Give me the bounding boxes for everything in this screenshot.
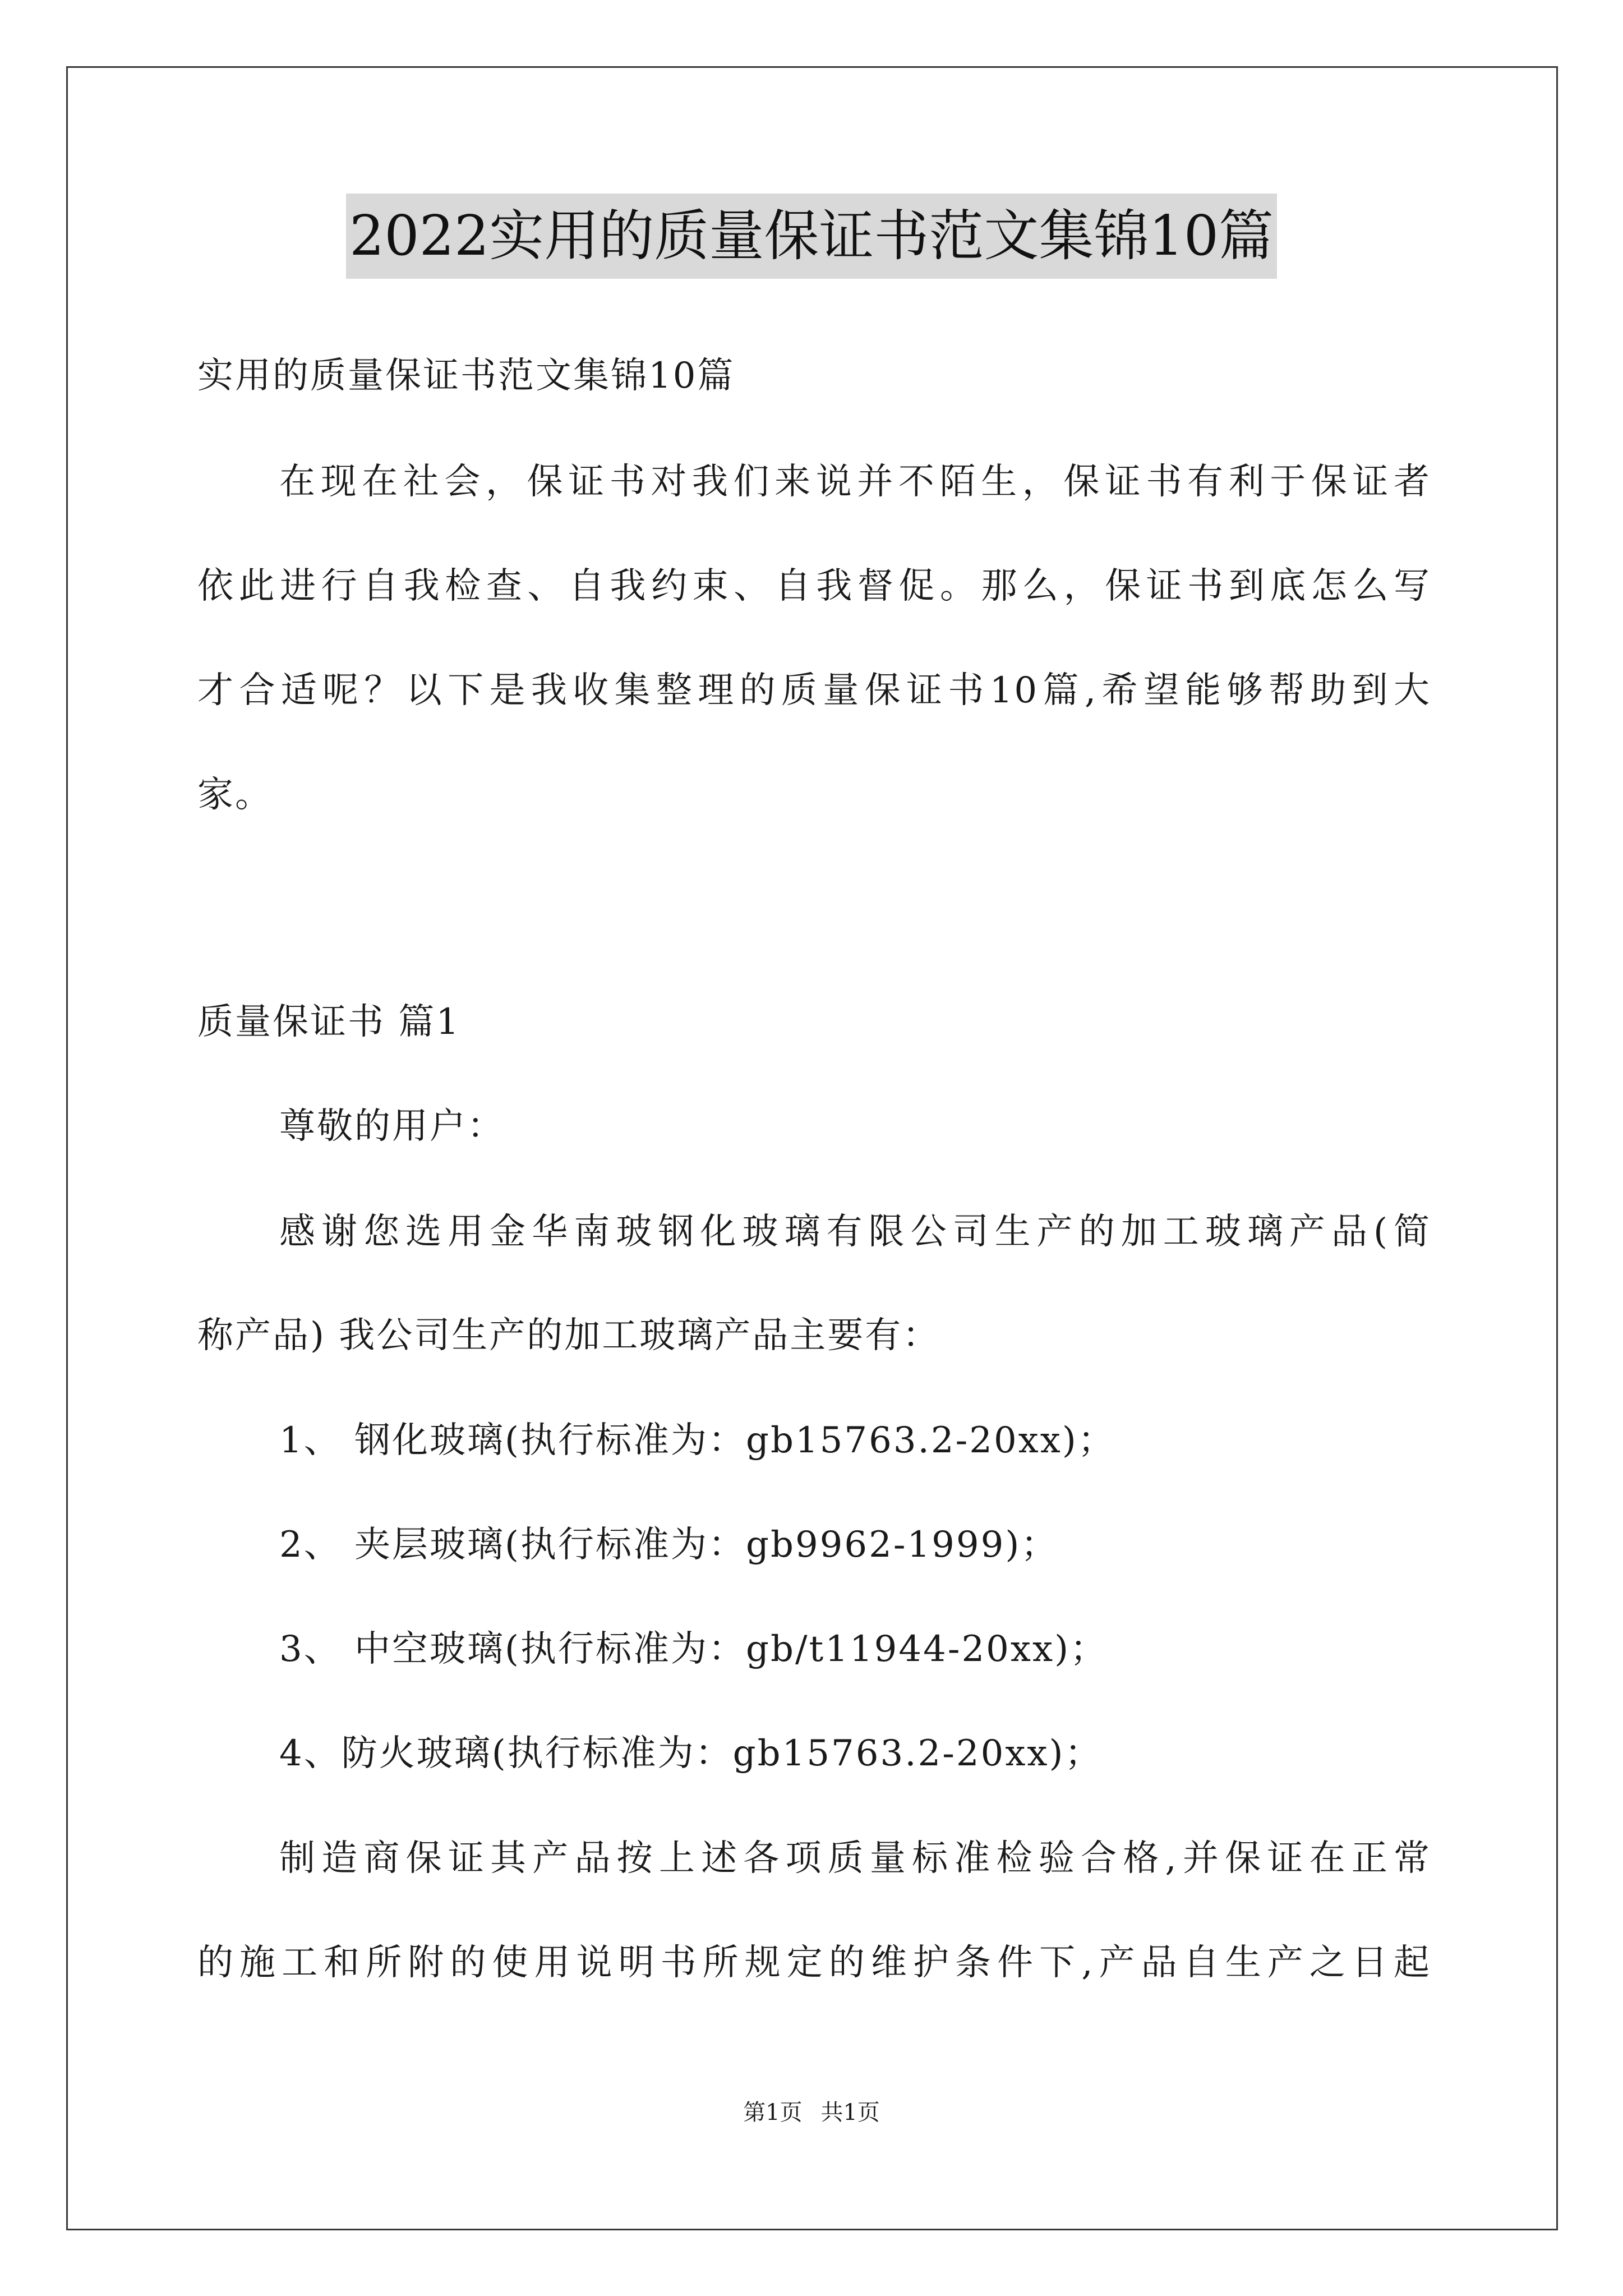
section-heading: 质量保证书 篇1 [197,1001,461,1043]
page-footer [0,2095,1623,2127]
body-line-2: 称产品) 我公司生产的加工玻璃产品主要有： [197,1315,940,1356]
list-item-2: 2、 夹层玻璃(执行标准为：gb9962-1999)； [279,1524,1059,1566]
page-total: 共1页 [820,2100,880,2125]
body-line-1: 感谢您选用金华南玻钢化玻璃有限公司生产的加工玻璃产品(简 [279,1211,1431,1253]
closing-line-1: 制造商保证其产品按上述各项质量标准检验合格,并保证在正常 [279,1838,1431,1879]
document-subtitle: 实用的质量保证书范文集锦10篇 [197,355,735,397]
intro-line-3: 才合适呢？以下是我收集整理的质量保证书10篇,希望能够帮助到大 [197,670,1431,711]
list-item-4: 4、防火玻璃(执行标准为：gb15763.2-20xx)； [279,1733,1103,1774]
salutation: 尊敬的用户： [279,1106,505,1147]
intro-line-4: 家。 [197,774,273,816]
intro-line-1: 在现在社会，保证书对我们来说并不陌生，保证书有利于保证者 [279,461,1431,503]
closing-line-2: 的施工和所附的使用说明书所规定的维护条件下,产品自生产之日起 [197,1942,1431,1984]
title-container [0,194,1623,279]
intro-line-2: 依此进行自我检查、自我约束、自我督促。那么，保证书到底怎么写 [197,565,1431,607]
page-number: 第1页 [743,2100,803,2125]
document-title: 2022实用的质量保证书范文集锦10篇 [346,194,1277,279]
list-item-1: 1、 钢化玻璃(执行标准为：gb15763.2-20xx)； [279,1420,1115,1461]
list-item-3: 3、 中空玻璃(执行标准为：gb/t11944-20xx)； [279,1628,1108,1670]
